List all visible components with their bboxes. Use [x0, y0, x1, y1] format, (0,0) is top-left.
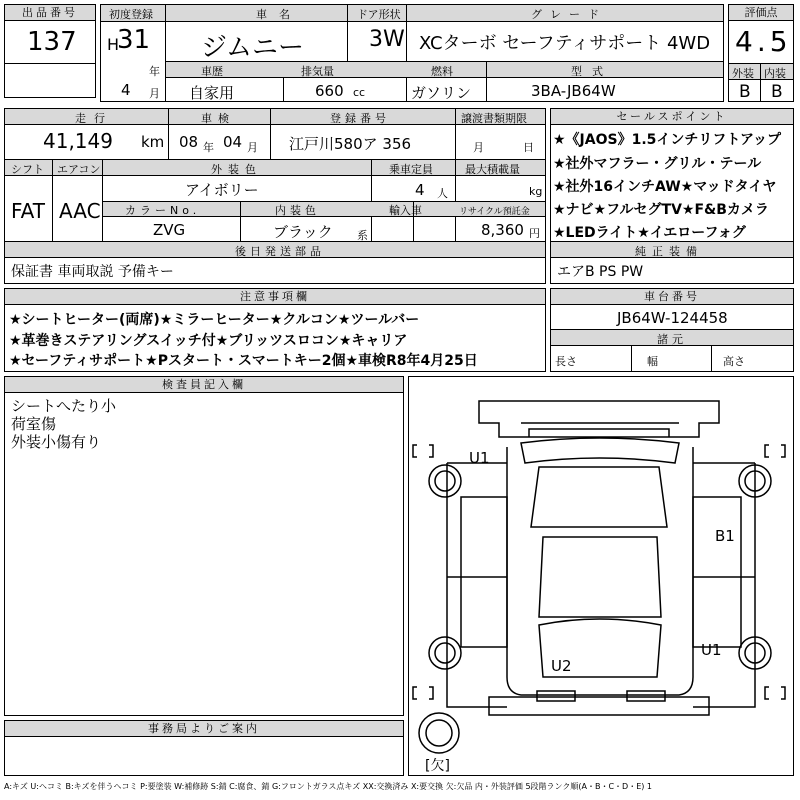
length-label: 長さ	[555, 355, 577, 368]
chassis-value: JB64W-124458	[617, 309, 728, 327]
inspector-line: 外装小傷有り	[11, 433, 102, 451]
height-label: 高さ	[723, 355, 745, 368]
office-label: 事務局よりご案内	[5, 721, 403, 737]
lot-label: 出品番号	[5, 5, 95, 21]
int-color-unit: 系	[357, 229, 368, 242]
sales-label: セールスポイント	[551, 109, 793, 125]
fuel-label: 燃料	[431, 65, 453, 78]
car-name: ジムニー	[201, 33, 304, 63]
month-unit: 月	[149, 87, 160, 100]
damage-mark-front-left: U1	[469, 449, 490, 467]
int-color-value: ブラック	[273, 223, 333, 241]
shift-label: シフト	[11, 163, 44, 176]
transfer-day-unit: 日	[523, 141, 534, 154]
mileage-unit: km	[141, 133, 165, 151]
inspection-label: 車検	[201, 112, 235, 125]
model-value: 3BA-JB64W	[531, 82, 616, 100]
office-box	[4, 720, 404, 776]
score-label: 評価点	[729, 5, 793, 21]
transfer-label: 譲渡書類期限	[461, 112, 527, 125]
score-value: 4.5	[735, 25, 792, 58]
notes-line: ★セーフティサポート★Pスタート・スマートキー2個★車検R8年4月25日	[9, 353, 478, 369]
notes-line: ★革巻きステアリングスイッチ付★ブリッツスロコン★キャリア	[9, 333, 408, 349]
history-value: 自家用	[189, 84, 235, 102]
lot-value: 137	[27, 27, 77, 57]
notes-box	[4, 288, 546, 372]
damage-mark-right-side: B1	[715, 527, 735, 545]
mileage-value: 41,149	[43, 129, 113, 153]
capacity-unit: 人	[437, 187, 448, 200]
shipping-value: 保証書 車両取説 予備キー	[11, 264, 174, 280]
inspector-box	[4, 376, 404, 716]
history-label: 車歴	[201, 65, 223, 78]
interior-value: B	[771, 82, 783, 102]
ext-color-label: 外装色	[211, 163, 262, 176]
inspector-line: シートへたり小	[11, 397, 117, 415]
load-unit: kg	[529, 185, 543, 198]
sales-item: ★《JAOS》1.5インチリフトアップ	[553, 132, 781, 148]
dims-label: 諸元	[657, 333, 687, 346]
year-unit: 年	[149, 65, 160, 78]
color-no-label: カラーNo.	[125, 204, 201, 217]
car-diagram-box	[408, 376, 794, 776]
damage-mark-rear-right: U1	[701, 641, 722, 659]
interior-label: 内装	[764, 67, 786, 80]
ext-color-value: アイボリー	[185, 181, 259, 199]
displacement-unit: cc	[353, 86, 366, 99]
recycle-value: 8,360	[481, 221, 524, 239]
inspector-line: 荷室傷	[11, 415, 57, 433]
displacement-label: 排気量	[301, 65, 334, 78]
exterior-label: 外装	[732, 67, 754, 80]
car-name-label: 車名	[256, 8, 302, 21]
inspection-year: 08	[179, 133, 199, 151]
shipping-label: 後日発送部品	[235, 245, 325, 258]
notes-line: ★シートヒーター(両席)★ミラーヒーター★クルコン★ツールバー	[9, 312, 420, 328]
recycle-label: リサイクル預託金	[459, 207, 530, 217]
fuel-value: ガソリン	[411, 84, 472, 102]
inspector-label: 検査員記入欄	[5, 377, 403, 393]
era: H	[107, 35, 120, 54]
sales-item: ★LEDライト★イエローフォグ	[553, 225, 746, 241]
width-label: 幅	[647, 355, 658, 368]
chassis-box	[550, 288, 794, 372]
load-label: 最大積載量	[465, 163, 520, 176]
int-color-label: 内装色	[275, 204, 320, 217]
damage-mark-rear: U2	[551, 657, 572, 675]
inspection-year-unit: 年	[203, 141, 214, 154]
first-reg-label: 初度登録	[109, 8, 153, 21]
color-no-value: ZVG	[153, 221, 186, 239]
sales-item: ★社外16インチAW★マッドタイヤ	[553, 179, 777, 195]
month: 4	[121, 81, 131, 99]
inspection-month-unit: 月	[247, 141, 258, 154]
equipment-value: エアB PS PW	[557, 264, 644, 280]
grade-value: XCターボ セーフティサポート 4WD	[419, 33, 711, 54]
shift-value: FAT	[11, 199, 46, 223]
header-main-box	[100, 4, 724, 102]
missing-label: [欠]	[425, 758, 450, 774]
chassis-label: 車台番号	[551, 289, 793, 305]
equipment-label: 純正装備	[635, 245, 703, 258]
door-value: 3W	[369, 27, 405, 52]
model-label: 型式	[571, 65, 613, 78]
legend-text: A:キズ U:ヘコミ B:キズを伴うヘコミ P:要塗装 W:補修跡 S:錆 C:腐食、錆 G:フロントガラス点キズ XX:交換済み X:要交換 欠:欠品 内・外装評価 5段階ランク順(A・B・C・D・E) 1	[4, 782, 653, 791]
import-label: 輸入車	[389, 204, 422, 217]
transfer-month-unit: 月	[473, 141, 484, 154]
mileage-label: 走行	[75, 112, 113, 125]
recycle-unit: 円	[529, 227, 540, 240]
exterior-value: B	[739, 82, 751, 102]
sales-item: ★ナビ★フルセグTV★F&Bカメラ	[553, 202, 769, 218]
plate-value: 江戸川580ア 356	[289, 135, 412, 153]
plate-label: 登録番号	[330, 112, 390, 125]
door-label: ドア形状	[357, 8, 401, 21]
sales-box	[550, 108, 794, 284]
capacity-value: 4	[415, 181, 425, 199]
ac-label: エアコン	[57, 163, 101, 176]
inspection-month: 04	[223, 133, 243, 151]
year: 31	[117, 25, 151, 55]
car-diagram	[409, 377, 793, 775]
header-lot-box	[4, 4, 96, 98]
displacement-value: 660	[315, 82, 344, 100]
row2-box	[4, 108, 546, 284]
capacity-label: 乗車定員	[389, 163, 433, 176]
sales-item: ★社外マフラー・グリル・テール	[553, 156, 762, 172]
grade-label: グレード	[531, 8, 607, 21]
ac-value: AAC	[59, 199, 101, 223]
notes-label: 注意事項欄	[5, 289, 545, 305]
score-box	[728, 4, 794, 102]
